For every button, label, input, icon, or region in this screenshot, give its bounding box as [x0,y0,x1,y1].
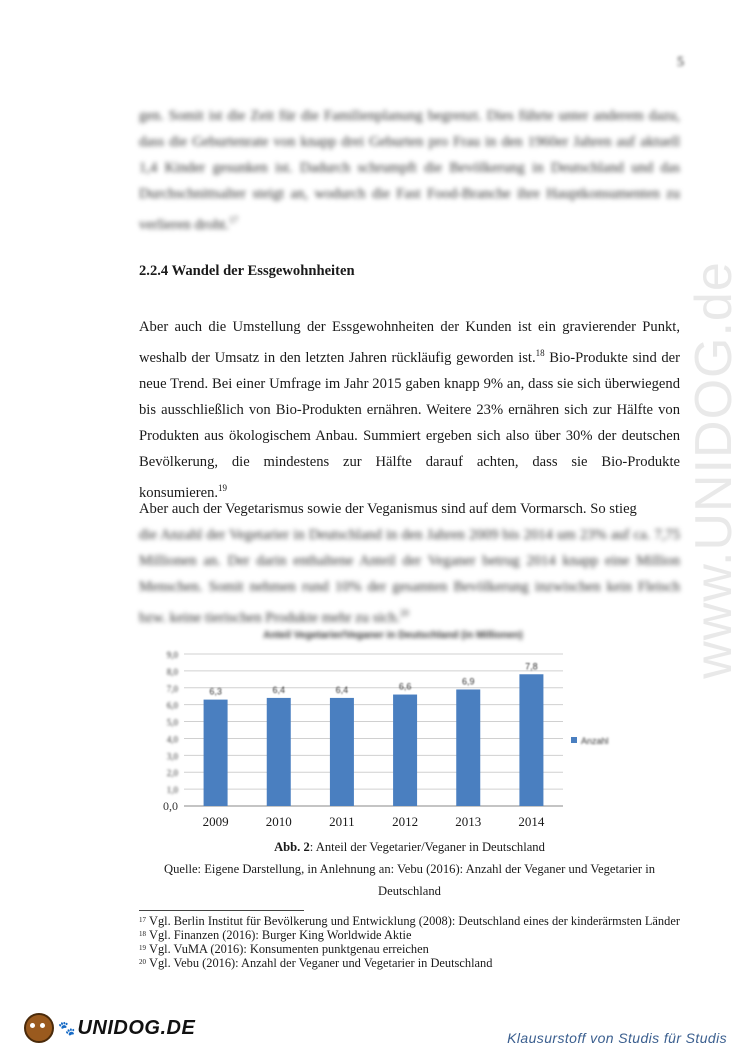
footnote-divider [139,910,304,911]
paw-icon: 🐾 [58,1019,76,1036]
x-tick-label: 2010 [265,814,292,829]
chart-bar [204,700,228,806]
footnote [139,956,680,970]
data-label: 6,4 [272,684,286,695]
y-tick-label: 4,0 [166,734,178,745]
footnote-number: 20 [139,958,146,966]
y-tick-label: 5,0 [166,717,178,728]
x-tick-label: 2009 [202,814,229,829]
caption-text: : Anteil der Vegetarier/Veganer in Deutschland [309,840,545,854]
paragraph-vegetarismus-clear: Aber auch der Vegetarismus sowie der Veganismus sind auf dem Vormarsch. So stieg [139,501,637,517]
footnote-number: 17 [139,916,146,924]
footnote-number: 18 [139,930,146,938]
figure-caption [139,836,680,858]
y-tick-label: 9,0 [166,650,178,660]
paragraph-vegetarismus-blurred [139,522,680,631]
chart-bar [267,698,291,806]
paragraph-text: Bio-Produkte sind der neue Trend. Bei einer Umfrage im Jahr 2015 gaben knapp 9% an, dass sie sich überwiegend bis ausschließlich von Bio-Produkten ernähren. Weitere 23% ernähren sich zur Hälfte von Produkten aus ökologischem Anbau. Summiert ergeben sich also über 30% der deutschen Bevölkerung, die mindestens zur Hälfte darauf achten, dass sie Bio-Produkte konsumieren. [139,349,680,501]
caption-label: Abb. 2 [274,840,310,854]
y-tick-label: 7,0 [166,683,178,694]
footnote-ref: 19 [218,482,228,493]
footnote [139,928,680,942]
footnote-ref: 18 [535,348,545,358]
footnote-text: Vgl. Finanzen (2016): Burger King Worldwide Aktie [149,928,412,942]
footnote-text: Vgl. Berlin Institut für Bevölkerung und Entwicklung (2008): Deutschland eines der kinderärmsten Länder [149,914,680,928]
footnote-text: Vgl. VuMA (2016): Konsumenten punktgenau erreichen [149,942,429,956]
bar-chart [148,624,638,839]
footnote-text: Vgl. Vebu (2016): Anzahl der Veganer und Vegetarier in Deutschland [149,956,493,970]
footnotes [139,914,680,970]
legend-swatch [571,737,577,743]
intro-paragraph-blurred [139,103,680,238]
x-tick-label: 2011 [329,814,355,829]
footnote [139,914,680,928]
chart-bar [393,695,417,806]
intro-text: gen. Somit ist die Zeit für die Familienplanung begrenzt. Dies führte unter anderem dazu, dass die Geburtenrate von knapp drei Geburten pro Frau in den 1960er Jahren auf aktuell 1,4 Kinder gesunken ist. Dadurch schrumpft die Bevölkerung in Deutschland und das Durchschnittsalter steigt an, wodurch die Fast Food-Branche ihre Hauptkonsumenten zu verlieren droht. [139,108,680,233]
section-heading: 2.2.4 Wandel der Essgewohnheiten [139,263,355,279]
x-tick-label: 2012 [392,814,419,829]
y-tick-label: 8,0 [166,666,178,677]
unidog-logo[interactable] [24,1013,195,1043]
chart-bar [456,689,480,806]
legend-label: Anzahl [581,736,609,746]
x-tick-label: 2013 [455,814,482,829]
chart-svg [148,624,638,839]
page-number: 5 [677,55,684,70]
footer-slogan: Klausurstoff von Studis für Studis [507,1030,727,1046]
paragraph-essgewohnheiten [139,314,680,506]
chart-bar [330,698,354,806]
y-tick-label: 6,0 [166,700,178,711]
footnote [139,942,680,956]
y-tick-label: 3,0 [166,751,178,762]
watermark-text: www.UNIDOG.de [685,261,743,679]
x-tick-label: 2014 [518,814,545,829]
footnote-number: 19 [139,944,146,952]
data-label: 6,6 [398,681,412,692]
paragraph-text: die Anzahl der Vegetarier in Deutschland in den Jahren 2009 bis 2014 um 23% auf ca. 7,75 Millionen an. Der darin enthaltene Anteil der Veganer betrug 2014 knapp eine Million Menschen. Somit nehmen rund 10% der gesamten Bevölkerung inzwischen kein Fleisch bzw. keine tierischen Produkte mehr zu sich. [139,527,680,626]
y-tick-label: 0,0 [163,799,178,813]
footnote-ref: 20 [399,608,409,618]
logo-text: UNIDOG.DE [77,1016,196,1039]
data-label: 6,4 [335,684,349,695]
footnote-ref: 17 [228,215,238,225]
data-label: 6,9 [461,676,475,687]
figure-source: Quelle: Eigene Darstellung, in Anlehnung an: Vebu (2016): Anzahl der Veganer und Vegetarier in Deutschland [163,862,656,898]
chart-title: Anteil Vegetarier/Veganer in Deutschland (in Millionen) [263,630,523,641]
dog-icon [24,1013,54,1043]
chart-bar [519,674,543,806]
y-tick-label: 1,0 [166,785,178,796]
data-label: 6,3 [209,686,222,697]
paragraph-text: Aber auch die Umstellung der Essgewohnheiten der Kunden ist ein gravierender Punkt, weshalb der Umsatz in den letzten Jahren rückläufig geworden ist. [139,319,680,366]
y-tick-label: 2,0 [166,768,178,779]
data-label: 7,8 [525,661,538,672]
